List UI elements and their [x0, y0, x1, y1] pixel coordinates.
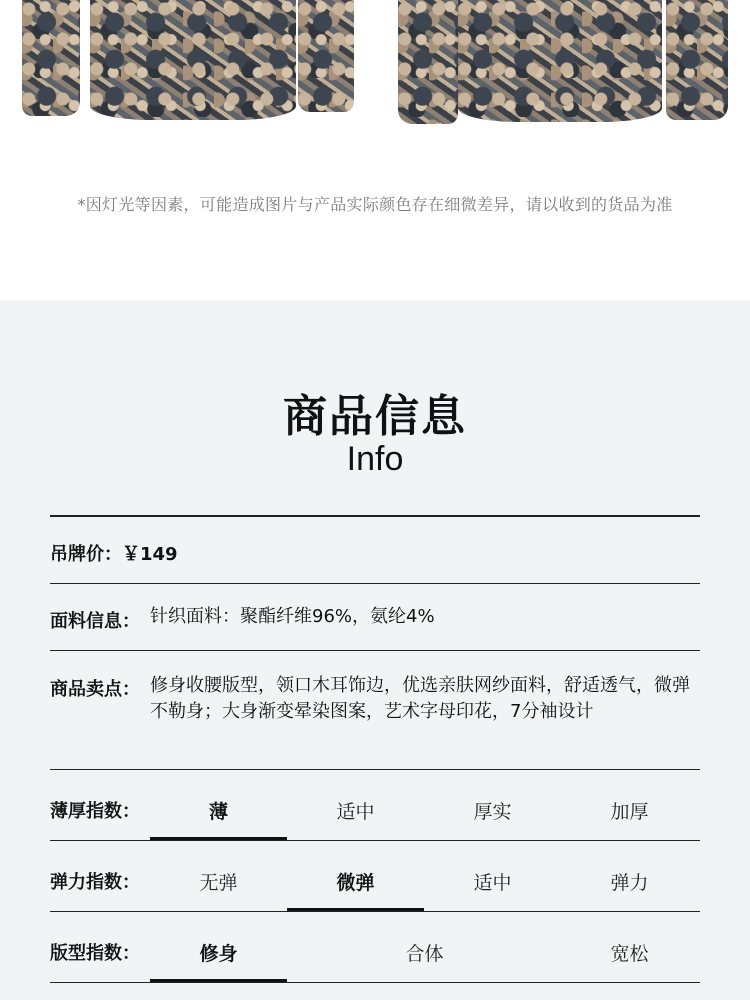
- section-subtitle: Info: [346, 440, 404, 478]
- fabric-value: 针织面料：聚酯纤维96%，氨纶4%: [150, 606, 435, 627]
- divider: [50, 911, 700, 912]
- selling-points-label: 商品卖点：: [50, 679, 140, 700]
- divider: [50, 840, 700, 841]
- price-row: [50, 540, 178, 566]
- price-value: ￥149: [122, 544, 178, 565]
- divider: [50, 769, 700, 770]
- shirt-back-image: [458, 0, 662, 122]
- divider: [50, 583, 700, 584]
- fit-option-loose: 宽松: [610, 943, 649, 965]
- fit-label: 版型指数：: [50, 943, 140, 964]
- product-photo-strip: [0, 0, 750, 140]
- divider: [50, 515, 700, 517]
- thickness-option-thick: 厚实: [473, 801, 512, 823]
- fit-option-regular: 合体: [405, 943, 444, 965]
- shirt-left-sleeve-image: [22, 0, 80, 116]
- elasticity-option-slight: 微弹: [336, 872, 375, 894]
- elasticity-option-stretch: 弹力: [610, 872, 649, 894]
- elasticity-option-medium: 适中: [473, 872, 512, 894]
- product-info-panel: [0, 300, 750, 1000]
- thickness-option-thin: 薄: [208, 801, 228, 823]
- elasticity-option-none: 无弹: [199, 872, 238, 894]
- fit-option-slim: 修身: [199, 943, 238, 965]
- divider: [50, 650, 700, 651]
- shirt-back-left-sleeve-image: [398, 0, 458, 124]
- shirt-right-sleeve-image: [298, 0, 354, 112]
- thickness-option-medium: 适中: [336, 801, 375, 823]
- color-disclaimer: *因灯光等因素，可能造成图片与产品实际颜色存在细微差异，请以收到的货品为准: [77, 195, 673, 214]
- elasticity-label: 弹力指数：: [50, 872, 140, 893]
- price-label: 吊牌价：: [50, 544, 122, 565]
- divider: [50, 982, 700, 983]
- thickness-label: 薄厚指数：: [50, 801, 140, 822]
- thickness-option-extra-thick: 加厚: [610, 801, 649, 823]
- shirt-front-image: [90, 0, 296, 120]
- selling-points-value: 修身收腰版型，领口木耳饰边，优选亲肤网纱面料，舒适透气，微弹不勒身；大身渐变晕染图案，艺术字母印花，7分袖设计: [150, 675, 690, 722]
- shirt-back-right-sleeve-image: [666, 0, 728, 120]
- section-title: 商品信息: [283, 391, 467, 442]
- fabric-label: 面料信息：: [50, 611, 140, 632]
